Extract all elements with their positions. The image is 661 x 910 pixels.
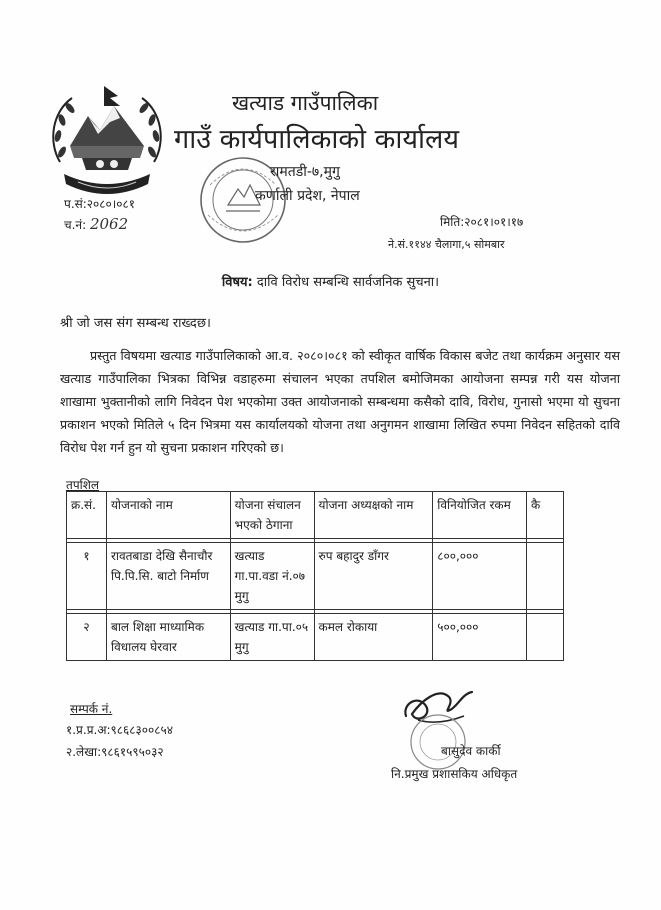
subject-label: विषय:: [221, 275, 253, 290]
table-row: [67, 543, 564, 610]
letter-date: मिति:२०८१।०१।१७: [440, 215, 524, 229]
signatory-title: नि.प्रमुख प्रशासकिय अधिकृत: [391, 767, 518, 781]
table-header-row: [67, 492, 564, 539]
header-remarks: कै: [527, 492, 564, 539]
cell-serial: २: [67, 614, 107, 661]
header-chairperson: योजना अध्यक्षको नाम: [314, 492, 433, 539]
header-project-address: योजना संचालन भएको ठेगाना: [230, 492, 314, 539]
table-caption: तपशिल: [66, 478, 100, 492]
signatory-name: बासुदेव कार्की: [441, 744, 501, 758]
header-amount: विनियोजित रकम: [433, 492, 527, 539]
cell-remarks: [527, 614, 564, 661]
cell-serial: १: [67, 543, 107, 610]
cell-remarks: [527, 543, 564, 610]
contact-officer-phone: १.प्र.प्र.अ:९८६८३००८५४: [66, 723, 173, 737]
project-table: [66, 491, 564, 661]
contact-heading: सम्पर्क नं.: [70, 702, 113, 716]
nepal-emblem-icon: [48, 82, 166, 204]
cell-project-name: रावतबाडा देखि सैनाचौर पि.पि.सि. बाटो निर्माण: [106, 543, 230, 610]
dispatch-number-handwritten: 2062: [89, 215, 129, 233]
cell-project-address: खत्याड गा.पा.वडा नं.०७ मुगु: [230, 543, 314, 610]
header-serial: क्र.सं.: [67, 492, 107, 539]
office-name: गाउँ कार्यपालिकाको कार्यालय: [174, 124, 459, 155]
notice-body: [60, 344, 620, 459]
body-paragraph: प्रस्तुत विषयमा खत्याड गाउँपालिकाको आ.व. २०८०।०८१ को स्वीकृत वार्षिक विकास बजेट तथा कार्यक्रम अनुसार यस खत्याड गाउँपालिका भित्रका विभिन्न वडाहरुमा संचालन भएका तपशिल बमोजिमका आयोजना सम्पन्न गरी यस योजना शाखामा भुक्तानीको लागि निवेदन पेश भएकोमा उक्त आयोजनाको सम्बन्धमा कसैको दावि, विरोध, गुनासो भएमा यो सुचना प्रकाशन भएको मितिले ५ दिन भित्रमा यस कार्यालयको योजना तथा अनुगमन शाखामा लिखित रुपमा निवेदन सहितको दावि विरोध पेश गर्न हुन यो सुचना प्रकाशन गरिएको छ।: [60, 348, 620, 455]
contact-accounts-phone: २.लेखा:९८६१५९५०३२: [66, 745, 164, 759]
subject-line: [0, 272, 661, 290]
municipality-name: खत्याड गाउँपालिका: [232, 91, 379, 115]
cell-amount: ८००,०००: [433, 543, 527, 610]
dispatch-number: [64, 215, 128, 233]
province-country: कर्णाली प्रदेश, नेपाल: [255, 188, 360, 204]
nepal-sambat-date: ने.सं.११४४ चैलागा,५ सोमबार: [388, 238, 505, 251]
header-project-name: योजनाको नाम: [106, 492, 230, 539]
cell-project-address: खत्याड गा.पा.०५ मुगु: [230, 614, 314, 661]
cell-chairperson: रुप बहादुर डाँगर: [314, 543, 433, 610]
salutation: श्री जो जस संग सम्बन्ध राख्दछ।: [60, 316, 211, 331]
letter-number: प.सं:२०८०।०८१: [64, 197, 136, 211]
cell-chairperson: कमल रोकाया: [314, 614, 433, 661]
subject-text: दावि विरोध सम्बन्धि सार्वजनिक सुचना।: [256, 275, 440, 290]
table-row: [67, 614, 564, 661]
cell-amount: ५००,०००: [433, 614, 527, 661]
office-address: रामतडी-७,मुगु: [270, 164, 340, 180]
dispatch-label: च.नं:: [64, 218, 87, 232]
cell-project-name: बाल शिक्षा माध्यामिक विधालय घेरवार: [106, 614, 230, 661]
